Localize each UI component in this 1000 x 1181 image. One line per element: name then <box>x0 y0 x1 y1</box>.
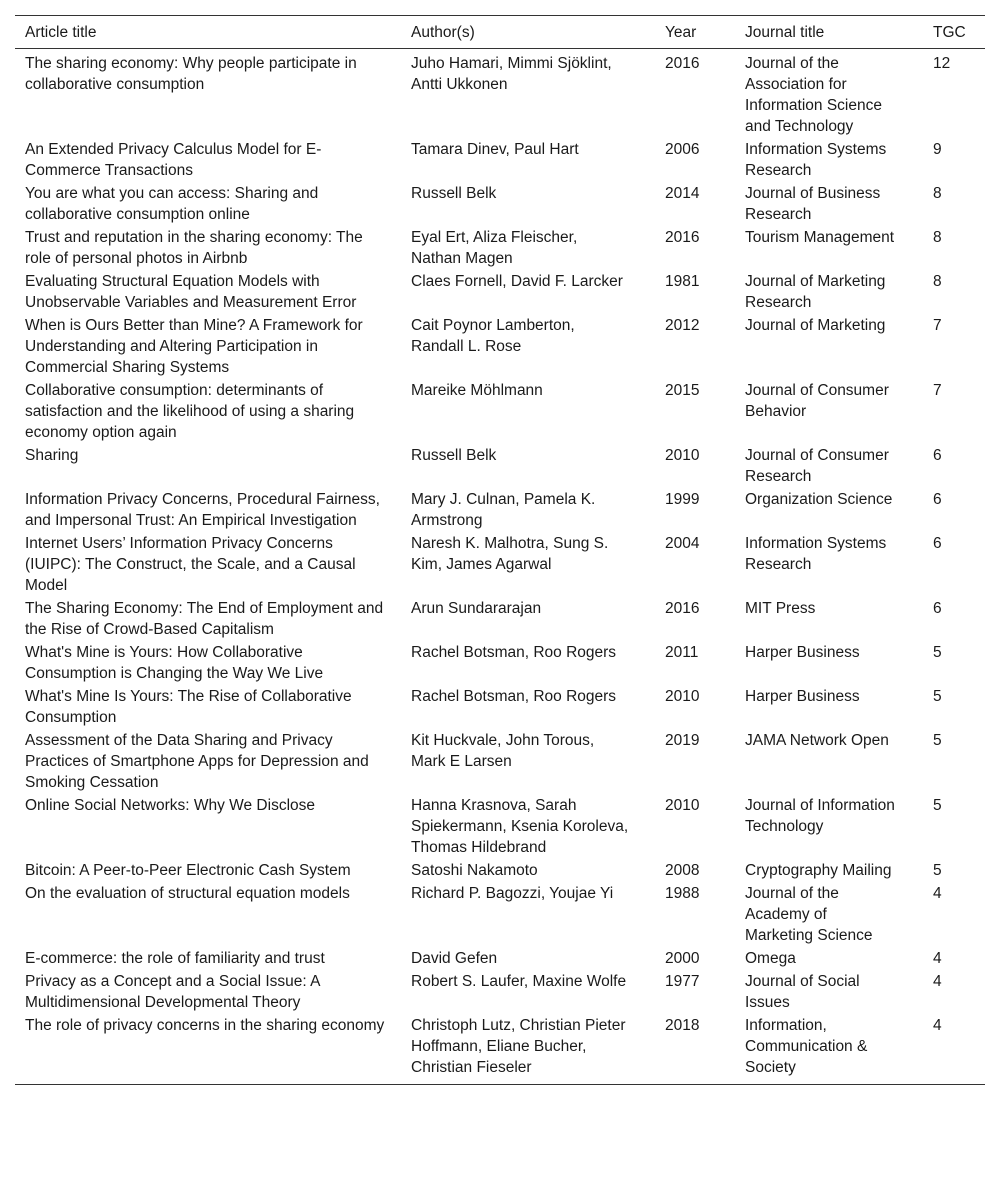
cell-year: 2018 <box>665 1017 700 1034</box>
cell-tgc: 6 <box>933 491 942 508</box>
table-row <box>15 138 985 182</box>
cell-article-title: Evaluating Structural Equation Models with Unobservable Variables and Measurement Error <box>25 273 357 311</box>
cell-article-title: What's Mine Is Yours: The Rise of Collaborative Consumption <box>25 688 352 726</box>
cell-tgc: 4 <box>933 950 942 967</box>
cell-authors: Eyal Ert, Aliza Fleischer, Nathan Magen <box>411 229 578 267</box>
cell-article-title: On the evaluation of structural equation models <box>25 885 350 902</box>
table-row <box>15 947 985 970</box>
cell-tgc: 5 <box>933 797 942 814</box>
cell-journal-title: Journal of Business Research <box>745 185 881 223</box>
table-row <box>15 729 985 794</box>
header-year: Year <box>665 24 697 41</box>
cell-year: 2004 <box>665 535 700 552</box>
cell-authors: Tamara Dinev, Paul Hart <box>411 141 579 158</box>
cell-authors: Richard P. Bagozzi, Youjae Yi <box>411 885 614 902</box>
cell-authors: Mareike Möhlmann <box>411 382 543 399</box>
cell-article-title: Privacy as a Concept and a Social Issue: A Multidimensional Developmental Theory <box>25 973 320 1011</box>
cell-tgc: 8 <box>933 185 942 202</box>
cell-journal-title: Organization Science <box>745 491 893 508</box>
header-authors: Author(s) <box>411 24 475 41</box>
cell-authors: Rachel Botsman, Roo Rogers <box>411 688 617 705</box>
cell-article-title: What's Mine is Yours: How Collaborative Consumption is Changing the Way We Live <box>25 644 324 682</box>
cell-article-title: The sharing economy: Why people participate in collaborative consumption <box>25 55 357 93</box>
cell-authors: Naresh K. Malhotra, Sung S. Kim, James Agarwal <box>411 535 609 573</box>
cell-authors: Claes Fornell, David F. Larcker <box>411 273 623 290</box>
cell-year: 2008 <box>665 862 700 879</box>
cell-journal-title: Information Systems Research <box>745 141 887 179</box>
cell-authors: Satoshi Nakamoto <box>411 862 538 879</box>
cell-year: 2016 <box>665 55 700 72</box>
cell-journal-title: Journal of Marketing <box>745 317 886 334</box>
cell-journal-title: Journal of Information Technology <box>745 797 895 835</box>
cell-article-title: Collaborative consumption: determinants of satisfaction and the likelihood of using a sharing economy option again <box>25 382 355 441</box>
cell-tgc: 4 <box>933 973 942 990</box>
cell-journal-title: Journal of Social Issues <box>745 973 860 1011</box>
table-row <box>15 597 985 641</box>
cell-year: 2000 <box>665 950 700 967</box>
cell-tgc: 9 <box>933 141 942 158</box>
cell-year: 2012 <box>665 317 700 334</box>
table-row <box>15 49 985 139</box>
cell-article-title: Trust and reputation in the sharing economy: The role of personal photos in Airbnb <box>25 229 363 267</box>
cell-authors: Russell Belk <box>411 185 497 202</box>
header-journal-title: Journal title <box>745 24 825 41</box>
table-row <box>15 488 985 532</box>
table-row <box>15 182 985 226</box>
table-row <box>15 532 985 597</box>
header-tgc: TGC <box>933 24 966 41</box>
cell-authors: Christoph Lutz, Christian Pieter Hoffmann, Eliane Bucher, Christian Fieseler <box>411 1017 626 1076</box>
cell-article-title: Internet Users’ Information Privacy Concerns (IUIPC): The Construct, the Scale, and a Causal Model <box>25 535 356 594</box>
cell-journal-title: Journal of Marketing Research <box>745 273 886 311</box>
cell-article-title: Bitcoin: A Peer-to-Peer Electronic Cash System <box>25 862 351 879</box>
cell-year: 1981 <box>665 273 700 290</box>
cell-year: 2019 <box>665 732 700 749</box>
cell-year: 2014 <box>665 185 700 202</box>
cell-article-title: The Sharing Economy: The End of Employment and the Rise of Crowd-Based Capitalism <box>25 600 384 638</box>
cell-authors: Russell Belk <box>411 447 497 464</box>
table-body <box>15 49 985 1085</box>
cell-article-title: An Extended Privacy Calculus Model for E-Commerce Transactions <box>25 141 322 179</box>
cell-tgc: 8 <box>933 273 942 290</box>
cell-year: 2011 <box>665 644 699 661</box>
cell-journal-title: Information, Communication & Society <box>745 1017 868 1076</box>
citation-table-container <box>15 15 985 1085</box>
table-row <box>15 444 985 488</box>
cell-journal-title: JAMA Network Open <box>745 732 889 749</box>
table-row <box>15 970 985 1014</box>
table-row <box>15 270 985 314</box>
cell-article-title: Information Privacy Concerns, Procedural Fairness, and Impersonal Trust: An Empirical Investigation <box>25 491 380 529</box>
cell-authors: David Gefen <box>411 950 498 967</box>
cell-tgc: 5 <box>933 732 942 749</box>
table-row <box>15 379 985 444</box>
cell-year: 1977 <box>665 973 700 990</box>
cell-authors: Cait Poynor Lamberton, Randall L. Rose <box>411 317 575 355</box>
cell-article-title: You are what you can access: Sharing and collaborative consumption online <box>25 185 319 223</box>
cell-authors: Arun Sundararajan <box>411 600 542 617</box>
cell-authors: Mary J. Culnan, Pamela K. Armstrong <box>411 491 596 529</box>
citation-table <box>15 15 985 1085</box>
cell-tgc: 4 <box>933 1017 942 1034</box>
cell-tgc: 6 <box>933 600 942 617</box>
cell-authors: Juho Hamari, Mimmi Sjöklint, Antti Ukkonen <box>411 55 612 93</box>
table-row <box>15 882 985 947</box>
cell-journal-title: Journal of Consumer Behavior <box>745 382 889 420</box>
cell-article-title: Assessment of the Data Sharing and Privacy Practices of Smartphone Apps for Depression and Smoking Cessation <box>25 732 369 791</box>
cell-year: 2016 <box>665 229 700 246</box>
table-row <box>15 641 985 685</box>
table-row <box>15 226 985 270</box>
cell-tgc: 4 <box>933 885 942 902</box>
cell-article-title: When is Ours Better than Mine? A Framework for Understanding and Altering Participation in Commercial Sharing Systems <box>25 317 363 376</box>
cell-article-title: Sharing <box>25 447 79 464</box>
table-row <box>15 314 985 379</box>
cell-journal-title: Journal of the Association for Information Science and Technology <box>745 55 882 135</box>
cell-year: 2010 <box>665 797 700 814</box>
table-row <box>15 685 985 729</box>
cell-article-title: The role of privacy concerns in the sharing economy <box>25 1017 385 1034</box>
cell-journal-title: Journal of Consumer Research <box>745 447 889 485</box>
cell-year: 2015 <box>665 382 700 399</box>
cell-authors: Hanna Krasnova, Sarah Spiekermann, Ksenia Koroleva, Thomas Hildebrand <box>411 797 629 856</box>
table-row <box>15 859 985 882</box>
table-header <box>15 16 985 49</box>
table-row <box>15 1014 985 1085</box>
cell-year: 2010 <box>665 688 700 705</box>
cell-year: 2010 <box>665 447 700 464</box>
cell-tgc: 5 <box>933 644 942 661</box>
cell-journal-title: Omega <box>745 950 796 967</box>
cell-journal-title: MIT Press <box>745 600 816 617</box>
header-row <box>15 16 985 49</box>
cell-tgc: 12 <box>933 55 951 72</box>
cell-journal-title: Cryptography Mailing <box>745 862 892 879</box>
cell-tgc: 6 <box>933 535 942 552</box>
table-row <box>15 794 985 859</box>
cell-article-title: E-commerce: the role of familiarity and trust <box>25 950 325 967</box>
cell-journal-title: Harper Business <box>745 644 860 661</box>
cell-year: 2016 <box>665 600 700 617</box>
cell-tgc: 7 <box>933 317 942 334</box>
cell-tgc: 7 <box>933 382 942 399</box>
cell-journal-title: Harper Business <box>745 688 860 705</box>
cell-authors: Rachel Botsman, Roo Rogers <box>411 644 617 661</box>
cell-journal-title: Information Systems Research <box>745 535 887 573</box>
header-article-title: Article title <box>25 24 97 41</box>
cell-year: 1988 <box>665 885 700 902</box>
cell-tgc: 8 <box>933 229 942 246</box>
cell-tgc: 5 <box>933 862 942 879</box>
cell-tgc: 6 <box>933 447 942 464</box>
cell-journal-title: Journal of the Academy of Marketing Science <box>745 885 873 944</box>
cell-year: 2006 <box>665 141 700 158</box>
cell-tgc: 5 <box>933 688 942 705</box>
cell-year: 1999 <box>665 491 700 508</box>
cell-article-title: Online Social Networks: Why We Disclose <box>25 797 315 814</box>
cell-journal-title: Tourism Management <box>745 229 895 246</box>
cell-authors: Kit Huckvale, John Torous, Mark E Larsen <box>411 732 595 770</box>
cell-authors: Robert S. Laufer, Maxine Wolfe <box>411 973 627 990</box>
